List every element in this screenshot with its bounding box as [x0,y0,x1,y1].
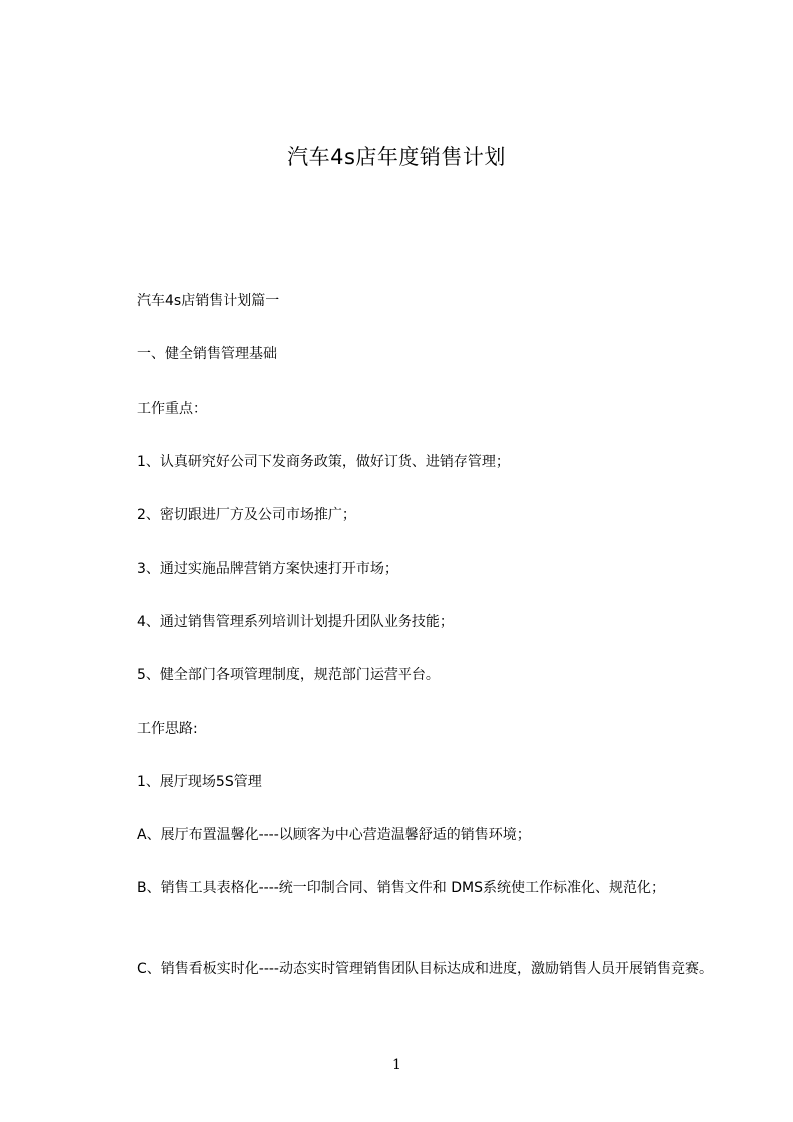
document-title: 汽车4s店年度销售计划 [287,145,506,169]
list-item: A、展厅布置温馨化----以顾客为中心营造温馨舒适的销售环境； [137,827,531,843]
list-item: 5、健全部门各项管理制度，规范部门运营平台。 [137,667,440,683]
list-item: 1、认真研究好公司下发商务政策，做好订货、进销存管理； [137,454,510,470]
paragraph: 工作思路: [137,721,198,737]
section-heading: 一、健全销售管理基础 [137,346,277,362]
list-item: 4、通过销售管理系列培训计划提升团队业务技能； [137,614,454,630]
list-item: 1、展厅现场5S管理 [137,774,262,790]
section-heading: 汽车4s店销售计划篇一 [137,293,280,309]
list-item: C、销售看板实时化----动态实时管理销售团队目标达成和进度，激励销售人员开展销售竞赛。 [137,961,713,977]
list-item: 3、通过实施品牌营销方案快速打开市场； [137,561,398,577]
list-item: B、销售工具表格化----统一印制合同、销售文件和 DMS系统使工作标准化、规范化； [137,880,666,896]
paragraph: 工作重点： [137,401,207,417]
list-item: 2、密切跟进厂方及公司市场推广； [137,507,356,523]
page-number: 1 [392,1057,401,1073]
